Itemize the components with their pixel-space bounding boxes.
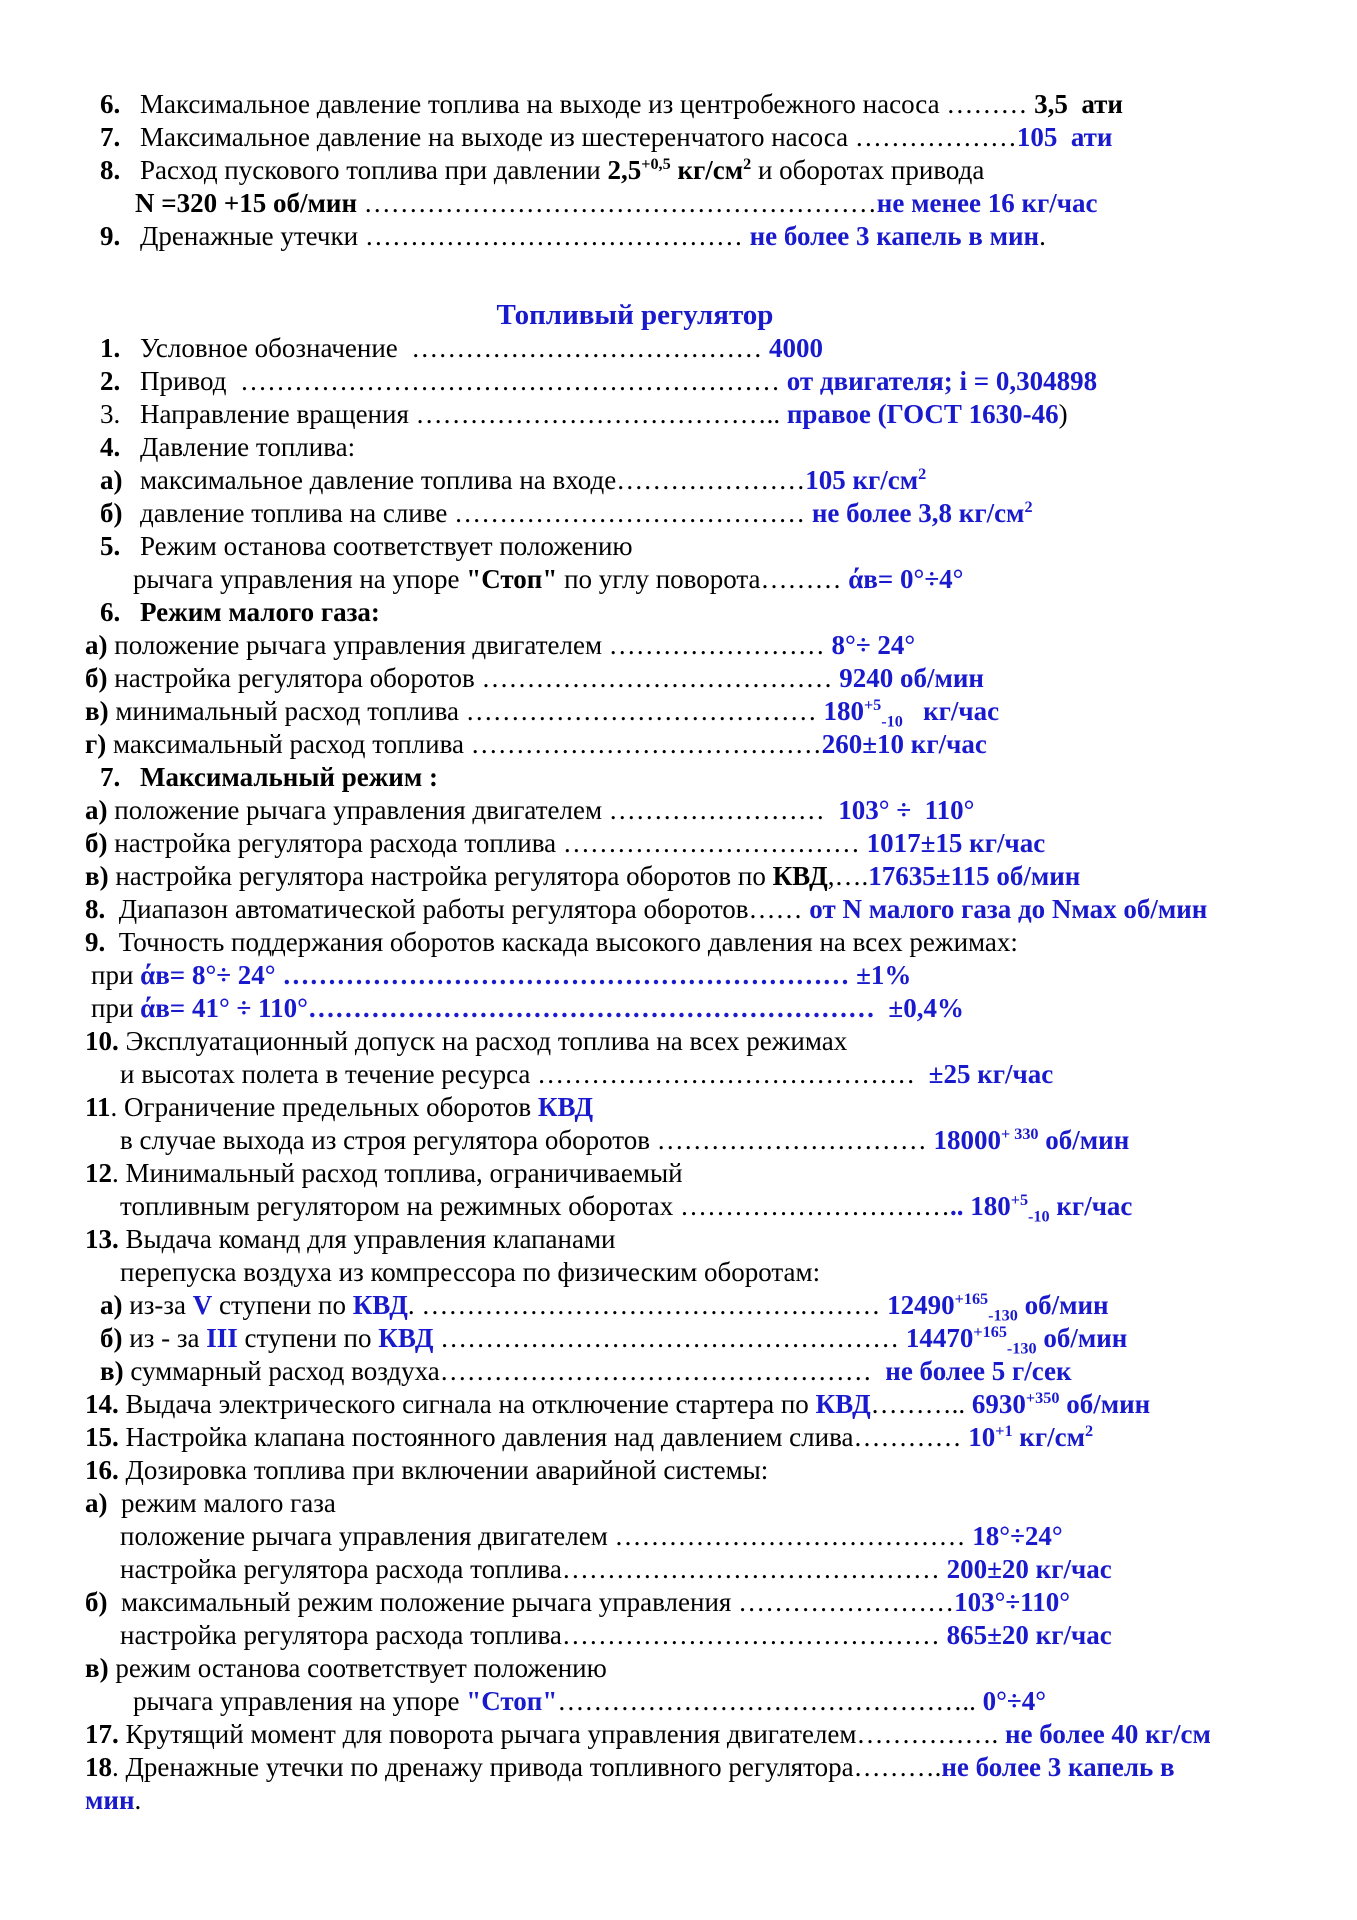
- text-segment: ………: [946, 89, 1035, 119]
- document-line: [100, 761, 1297, 794]
- document-line: [85, 794, 1297, 827]
- document-line: [135, 187, 1297, 220]
- text-segment: άв= 41° ÷ 110°: [140, 993, 308, 1023]
- document-line: [120, 1058, 1297, 1091]
- text-segment: кг/см: [1012, 1422, 1085, 1452]
- document-line: [120, 1124, 1297, 1157]
- document-line: [85, 1718, 1297, 1751]
- text-segment: перепуска воздуха из компрессора по физическим оборотам:: [120, 1257, 821, 1287]
- text-segment: Дозировка топлива при включении аварийной системы:: [118, 1455, 769, 1485]
- text-segment: Направление вращения: [140, 399, 416, 429]
- text-segment: Дренажные утечки: [140, 221, 365, 251]
- document-line: [85, 1454, 1297, 1487]
- text-segment: ……………………: [608, 630, 832, 660]
- text-segment: а): [100, 465, 123, 495]
- text-segment: 13.: [85, 1224, 119, 1254]
- text-segment: +350: [1025, 1389, 1060, 1407]
- text-segment: . Дренажные утечки по дренажу привода топливного регулятора……….: [112, 1752, 942, 1782]
- text-segment: ): [1058, 399, 1068, 429]
- document-line: [85, 827, 1297, 860]
- text-segment: Точность поддержания оборотов каскада высокого давления на всех режимах:: [105, 927, 1018, 957]
- text-segment: суммарный расход воздуха: [123, 1356, 440, 1386]
- text-segment: г): [85, 729, 107, 759]
- text-segment: не менее 16 кг/час: [876, 188, 1098, 218]
- text-segment: не более 3,8 кг/см: [805, 498, 1025, 528]
- text-segment: 16.: [85, 1455, 119, 1485]
- text-segment: 865±20 кг/час: [939, 1620, 1112, 1650]
- text-segment: из - за: [122, 1323, 207, 1353]
- text-segment: в): [85, 696, 109, 726]
- text-segment: …………………………………: [411, 333, 770, 363]
- text-segment: III: [206, 1323, 238, 1353]
- document-line: [120, 1520, 1297, 1553]
- text-segment: +5: [1010, 1191, 1029, 1209]
- text-segment: -130: [1006, 1339, 1037, 1358]
- text-segment: …………………………………: [465, 696, 817, 726]
- text-segment: 2: [1085, 1422, 1094, 1440]
- text-segment: 6.: [100, 597, 121, 627]
- text-segment: 5.: [100, 531, 121, 561]
- text-segment: ±1%: [849, 960, 912, 990]
- text-segment: 15.: [85, 1422, 119, 1452]
- document-line: [85, 1223, 1297, 1256]
- text-segment: не более 3 капель в: [941, 1752, 1175, 1782]
- text-segment: …………………………………………: [439, 1356, 872, 1386]
- text-segment: 7.: [100, 762, 121, 792]
- document-line: [85, 1652, 1297, 1685]
- text-segment: кг/см: [670, 155, 744, 185]
- text-segment: Расход пускового топлива при давлении: [140, 155, 608, 185]
- text-segment: +0,5: [641, 155, 671, 173]
- text-segment: Режим малого газа:: [140, 597, 380, 627]
- text-segment: 8°÷ 24°: [831, 630, 916, 660]
- text-segment: +1: [995, 1422, 1013, 1440]
- text-segment: 105 кг/см: [805, 465, 919, 495]
- document-line: [100, 596, 1297, 629]
- text-segment: ……………………………………………: [433, 1323, 900, 1353]
- text-segment: 4000: [769, 333, 824, 363]
- document-line: [85, 1091, 1297, 1124]
- text-segment: .: [1039, 221, 1046, 251]
- document-line: [100, 497, 1297, 530]
- text-segment: б): [85, 828, 108, 858]
- text-segment: 2.: [100, 366, 121, 396]
- text-segment: 10: [961, 1422, 996, 1452]
- text-segment: об/мин: [1017, 1290, 1109, 1320]
- text-segment: настройка регулятора оборотов: [107, 663, 482, 693]
- text-segment: .: [407, 1290, 422, 1320]
- text-segment: -10: [881, 712, 903, 731]
- document-line: [133, 563, 1297, 596]
- text-segment: +5: [863, 696, 882, 714]
- document-line: [100, 530, 1297, 563]
- text-segment: …………………………: [679, 1191, 950, 1221]
- document-line: [85, 1025, 1297, 1058]
- text-segment: а): [85, 1488, 108, 1518]
- text-segment: в): [85, 1653, 109, 1683]
- text-segment: ,….: [827, 861, 869, 891]
- text-segment: режим малого газа: [107, 1488, 336, 1518]
- document-line: [133, 1685, 1297, 1718]
- text-segment: настройка регулятора расхода топлива: [120, 1554, 562, 1584]
- text-segment: .. 180: [949, 1191, 1011, 1221]
- text-segment: 2: [1024, 498, 1033, 516]
- text-segment: 17.: [85, 1719, 119, 1749]
- text-segment: 17635±115 об/мин: [868, 861, 1081, 891]
- text-segment: Привод: [140, 366, 240, 396]
- document-line: [100, 464, 1297, 497]
- document-line: [85, 1487, 1297, 1520]
- document-line: [85, 926, 1297, 959]
- text-segment: ……………………………………………………: [239, 366, 780, 396]
- text-segment: КВД: [537, 1092, 594, 1122]
- text-segment: об/мин: [1059, 1389, 1151, 1419]
- document-line: [100, 1322, 1297, 1358]
- text-segment: Выдача электрического сигнала на отключение стартера по: [118, 1389, 816, 1419]
- text-segment: 3.: [100, 399, 121, 429]
- text-segment: …………………: [616, 465, 806, 495]
- text-segment: ……………………………: [562, 828, 860, 858]
- text-segment: ………………………………………………………: [307, 993, 875, 1023]
- text-segment: кг/час: [1049, 1191, 1133, 1221]
- document-line: [85, 629, 1297, 662]
- text-segment: положение рычага управления двигателем: [107, 795, 609, 825]
- text-segment: Настройка клапана постоянного давления над давлением слива…………: [118, 1422, 962, 1452]
- text-segment: .: [134, 1785, 142, 1815]
- text-segment: 14.: [85, 1389, 119, 1419]
- text-segment: положение рычага управления двигателем: [120, 1521, 615, 1551]
- text-segment: максимальный расход топлива: [106, 729, 471, 759]
- text-segment: 105 ати: [1016, 122, 1113, 152]
- document-line: [91, 959, 1297, 992]
- text-segment: Диапазон автоматической работы регулятора оборотов……: [105, 894, 810, 924]
- document-line: [85, 1586, 1297, 1619]
- text-segment: максимальное давление топлива на входе: [140, 465, 617, 495]
- text-segment: ……………………………………: [561, 1620, 940, 1650]
- text-segment: не более 3 капель в мин: [749, 221, 1040, 251]
- text-segment: …………………………………: [614, 1521, 966, 1551]
- text-segment: 103° ÷ 110°: [824, 795, 975, 825]
- spacer: [85, 253, 1297, 299]
- text-segment: и оборотах привода: [751, 155, 985, 185]
- text-segment: настройка регулятора расхода топлива: [120, 1620, 562, 1650]
- text-segment: ступени по: [212, 1290, 353, 1320]
- text-segment: …………………………………..: [415, 399, 787, 429]
- text-segment: из-за: [122, 1290, 193, 1320]
- text-segment: ……………………………………: [537, 1059, 916, 1089]
- text-segment: 6930: [965, 1389, 1026, 1419]
- text-segment: "Стоп": [466, 564, 558, 594]
- text-segment: ±0,4%: [874, 993, 964, 1023]
- document-line: [100, 332, 1297, 365]
- text-segment: ……………………: [608, 795, 825, 825]
- text-segment: 8.: [100, 155, 121, 185]
- text-segment: кг/час: [902, 696, 1000, 726]
- document-line: [85, 728, 1297, 761]
- text-segment: КВД: [352, 1290, 408, 1320]
- text-segment: настройка регулятора расхода топлива: [107, 828, 563, 858]
- text-segment: "Стоп": [466, 1686, 558, 1716]
- text-segment: от N малого газа до Nмах об/мин: [809, 894, 1208, 924]
- text-segment: КВД: [378, 1323, 434, 1353]
- document-line: [85, 1421, 1297, 1454]
- text-segment: положение рычага управления двигателем: [107, 630, 609, 660]
- document-line: [120, 1190, 1297, 1226]
- page-title: [85, 299, 1185, 332]
- text-segment: 180: [816, 696, 864, 726]
- text-segment: в случае выхода из строя регулятора оборотов: [120, 1125, 657, 1155]
- document-line: [100, 1355, 1297, 1388]
- text-segment: 103°÷110°: [954, 1587, 1070, 1617]
- text-segment: об/мин: [1036, 1323, 1128, 1353]
- text-segment: . Минимальный расход топлива, ограничиваемый: [112, 1158, 683, 1188]
- text-segment: -10: [1028, 1207, 1050, 1226]
- text-segment: 1.: [100, 333, 121, 363]
- document-line: [100, 88, 1297, 121]
- text-segment: ……………………………………: [561, 1554, 940, 1584]
- text-segment: Максимальное давление топлива на выходе из центробежного насоса: [140, 89, 947, 119]
- text-segment: не более 5 г/сек: [871, 1356, 1072, 1386]
- document-line: [85, 1784, 1297, 1817]
- text-segment: άв= 8°÷ 24°: [140, 960, 283, 990]
- text-segment: 1017±15 кг/час: [859, 828, 1046, 858]
- text-segment: Выдача команд для управления клапанами: [118, 1224, 616, 1254]
- text-segment: 4.: [100, 432, 121, 462]
- text-segment: режим останова соответствует положению: [108, 1653, 607, 1683]
- text-segment: б): [85, 1587, 108, 1617]
- text-segment: не более 40 кг/см: [1004, 1719, 1211, 1749]
- text-segment: ………..: [870, 1389, 966, 1419]
- text-segment: ………………: [854, 122, 1017, 152]
- text-segment: +165: [954, 1290, 989, 1308]
- text-segment: 12: [85, 1158, 112, 1188]
- text-segment: 18000: [926, 1125, 1001, 1155]
- text-segment: 200±20 кг/час: [939, 1554, 1112, 1584]
- text-segment: …………………………………: [481, 663, 840, 693]
- text-segment: ±25 кг/час: [915, 1059, 1054, 1089]
- text-segment: настройка регулятора настройка регулятора оборотов по: [108, 861, 773, 891]
- text-segment: 2: [918, 465, 927, 483]
- document-line: [100, 398, 1297, 431]
- text-segment: 6.: [100, 89, 121, 119]
- text-segment: при: [91, 960, 141, 990]
- text-segment: 11: [85, 1092, 111, 1122]
- text-segment: Режим останова соответствует положению: [140, 531, 633, 561]
- text-segment: Максимальное давление на выходе из шестеренчатого насоса: [140, 122, 855, 152]
- text-segment: топливным регулятором на режимных оборотах: [120, 1191, 680, 1221]
- document-line: [120, 1553, 1297, 1586]
- document-line: [100, 220, 1297, 253]
- text-segment: 14470: [899, 1323, 974, 1353]
- text-segment: …………………………………: [454, 498, 806, 528]
- text-segment: . Ограничение предельных оборотов: [110, 1092, 538, 1122]
- document-line: [85, 893, 1297, 926]
- text-segment: +165: [973, 1323, 1007, 1341]
- document-line: [100, 154, 1297, 187]
- document-line: [100, 1289, 1297, 1325]
- text-segment: давление топлива на сливе: [140, 498, 455, 528]
- text-segment: ……………………………………………: [421, 1290, 881, 1320]
- text-segment: 0°÷4°: [982, 1686, 1046, 1716]
- text-segment: рычага управления на упоре: [133, 564, 467, 594]
- text-segment: Условное обозначение: [140, 333, 412, 363]
- text-segment: 8.: [85, 894, 106, 924]
- text-segment: Давление топлива:: [140, 432, 356, 462]
- text-segment: ………………………………………………………: [282, 960, 850, 990]
- document-line: [100, 431, 1297, 464]
- text-segment: V: [192, 1290, 213, 1320]
- text-segment: ступени по: [237, 1323, 379, 1353]
- text-segment: по углу поворота………: [557, 564, 849, 594]
- document-line: [85, 662, 1297, 695]
- text-segment: 9.: [85, 927, 106, 957]
- text-segment: правое (ГОСТ 1630-46: [786, 399, 1059, 429]
- text-segment: б): [85, 663, 108, 693]
- text-segment: Крутящий момент для поворота рычага управления двигателем…………….: [118, 1719, 1005, 1749]
- text-segment: 10.: [85, 1026, 119, 1056]
- document-line: [100, 365, 1297, 398]
- text-segment: -130: [988, 1306, 1018, 1325]
- text-segment: а): [100, 1290, 123, 1320]
- text-segment: + 330: [1000, 1125, 1039, 1143]
- text-segment: …………………………: [656, 1125, 927, 1155]
- document-line: [85, 695, 1297, 731]
- text-segment: ………………………………………..: [557, 1686, 983, 1716]
- text-segment: άв= 0°÷4°: [848, 564, 964, 594]
- document-body: [85, 88, 1297, 1817]
- text-segment: б): [100, 498, 123, 528]
- text-segment: 2,5: [607, 155, 642, 185]
- text-segment: ……………………………………: [364, 221, 750, 251]
- document-line: [120, 1619, 1297, 1652]
- text-segment: б): [100, 1323, 123, 1353]
- text-segment: 18°÷24°: [965, 1521, 1063, 1551]
- text-segment: а): [85, 795, 108, 825]
- text-segment: N =320 +15 об/мин: [135, 188, 364, 218]
- text-segment: рычага управления на упоре: [133, 1686, 467, 1716]
- document-line: [91, 992, 1297, 1025]
- text-segment: Эксплуатационный допуск на расход топлива на всех режимах: [118, 1026, 848, 1056]
- text-segment: максимальный режим положение рычага управления: [107, 1587, 739, 1617]
- text-segment: мин: [85, 1785, 135, 1815]
- document-line: [85, 1157, 1297, 1190]
- text-segment: минимальный расход топлива: [108, 696, 466, 726]
- text-segment: 9.: [100, 221, 121, 251]
- text-segment: об/мин: [1038, 1125, 1130, 1155]
- document-line: [100, 121, 1297, 154]
- document-line: [85, 1388, 1297, 1421]
- text-segment: …………………………………: [470, 729, 822, 759]
- text-segment: 7.: [100, 122, 121, 152]
- text-segment: от двигателя; i = 0,304898: [779, 366, 1098, 396]
- text-segment: …………………………………………………: [363, 188, 877, 218]
- document-line: [120, 1256, 1297, 1289]
- text-segment: 9240 об/мин: [839, 663, 984, 693]
- text-segment: а): [85, 630, 108, 660]
- text-segment: Топливый регулятор: [496, 299, 774, 331]
- text-segment: КВД: [772, 861, 828, 891]
- text-segment: Максимальный режим :: [140, 762, 438, 792]
- text-segment: в): [100, 1356, 124, 1386]
- text-segment: 2: [743, 155, 752, 173]
- document-line: [85, 1751, 1297, 1784]
- text-segment: 260±10 кг/час: [821, 729, 987, 759]
- text-segment: в): [85, 861, 109, 891]
- text-segment: при: [91, 993, 141, 1023]
- text-segment: 18: [85, 1752, 112, 1782]
- text-segment: 3,5 ати: [1034, 89, 1123, 119]
- document-line: [85, 860, 1297, 893]
- text-segment: 12490: [880, 1290, 955, 1320]
- text-segment: КВД: [815, 1389, 871, 1419]
- text-segment: и высотах полета в течение ресурса: [120, 1059, 538, 1089]
- text-segment: ……………………: [738, 1587, 955, 1617]
